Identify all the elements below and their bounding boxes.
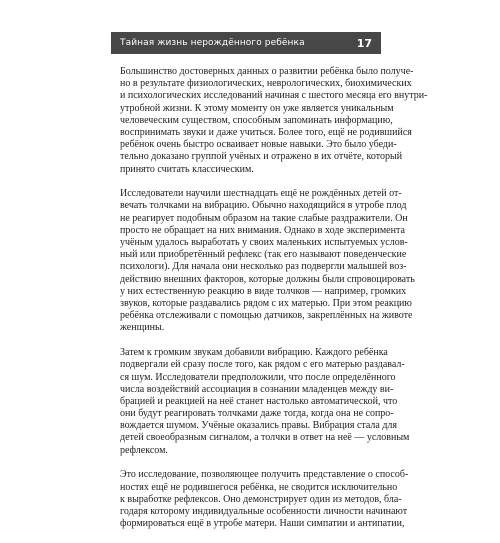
paragraph-2 [120, 188, 415, 334]
text-line: формироваться ещё в утробе матери. Наши симпатии и антипатии, [120, 518, 405, 530]
text-line: они будут реагировать толчками даже тогда, когда она не сопро- [120, 408, 394, 420]
text-line: действию внешних факторов, которые должны были спровоцировать [120, 273, 415, 285]
text-line: человеческим существом, способным запоминать информацию, [120, 114, 393, 126]
text-line: воспринимать звуки и даже учиться. Более того, ещё не родившийся [120, 126, 412, 138]
paragraph-1 [120, 66, 428, 176]
text-line: и психологических исследований начиная с шестого месяца его внутри- [120, 90, 428, 102]
text-line: детей своеобразным сигналом, а толчки в ответ на неё — условным [120, 432, 410, 444]
text-line: брацией и реакцией на неё станет настолько автоматической, что [120, 395, 398, 407]
text-line: Затем к громким звукам добавили вибрацию. Каждого ребёнка [120, 347, 388, 359]
text-line: Большинство достоверных данных о развитии ребёнка было получе- [120, 66, 414, 77]
text-line: годаря которому индивидуальные особенности личности начинают [120, 505, 408, 517]
text-line: тельно доказано группой учёных и отражено в их отчёте, который [120, 151, 403, 163]
text-line: Это исследование, позволяющее получить представление о способ- [120, 469, 409, 481]
text-line: вечать толчками на вибрацию. Обычно находящийся в утробе плод [120, 200, 407, 212]
text-line: к выработке рефлексов. Оно демонстрирует один из методов, бла- [120, 493, 402, 505]
running-header [111, 32, 381, 54]
text-line: женщины. [120, 322, 165, 334]
text-line: числа воздействий ассоциация в сознании младенцев между ви- [120, 383, 394, 395]
text-line: Исследователи научили шестнадцать ещё не рождённых детей от- [120, 188, 402, 200]
text-line: не реагирует подобным образом на такие слабые раздражители. Он [120, 212, 408, 224]
text-line: рефлексом. [120, 444, 168, 456]
text-line: ностях ещё не родившегося ребёнка, не сводится исключительно [120, 481, 398, 493]
text-line: вождается шумом. Учёные оказались правы. Вибрация стала для [120, 420, 398, 432]
text-line: ный или приобретённый рефлекс (так его называют поведенческие [120, 249, 407, 261]
text-line: звуков, которые раздавались рядом с их матерью. При этом реакцию [120, 297, 412, 309]
body-text [120, 66, 428, 543]
text-line: принято считать классическим. [120, 163, 254, 175]
text-line: ребёнок очень быстро осваивает новые навыки. Это было убеди- [120, 139, 397, 151]
text-line: ся шум. Исследователи предположили, что после определённого [120, 371, 396, 383]
text-line: у них естественную реакцию в виде толчков — например, громких [120, 285, 407, 297]
text-line: просто не обращает на них внимания. Однако в ходе эксперимента [120, 224, 405, 236]
paragraph-4 [120, 469, 409, 530]
book-title: Тайная жизнь нерождённого ребёнка [120, 38, 305, 48]
text-line: психологи). Для начала они несколько раз подвергли малышей воз- [120, 261, 407, 273]
text-line: ребёнка отслеживали с помощью датчиков, закреплённых на животе [120, 310, 413, 322]
page-number: 17 [356, 36, 372, 50]
paragraph-3 [120, 347, 410, 457]
text-line: подвергали ей сразу после того, как рядом с его матерью раздавал- [120, 359, 405, 371]
text-line: но в результате физиологических, неврологических, биохимических [120, 78, 412, 90]
text-line: утробной жизни. К этому моменту он уже является уникальным [120, 102, 394, 114]
text-line: учёным удалось выработать у своих маленьких испытуемых услов- [120, 237, 408, 249]
